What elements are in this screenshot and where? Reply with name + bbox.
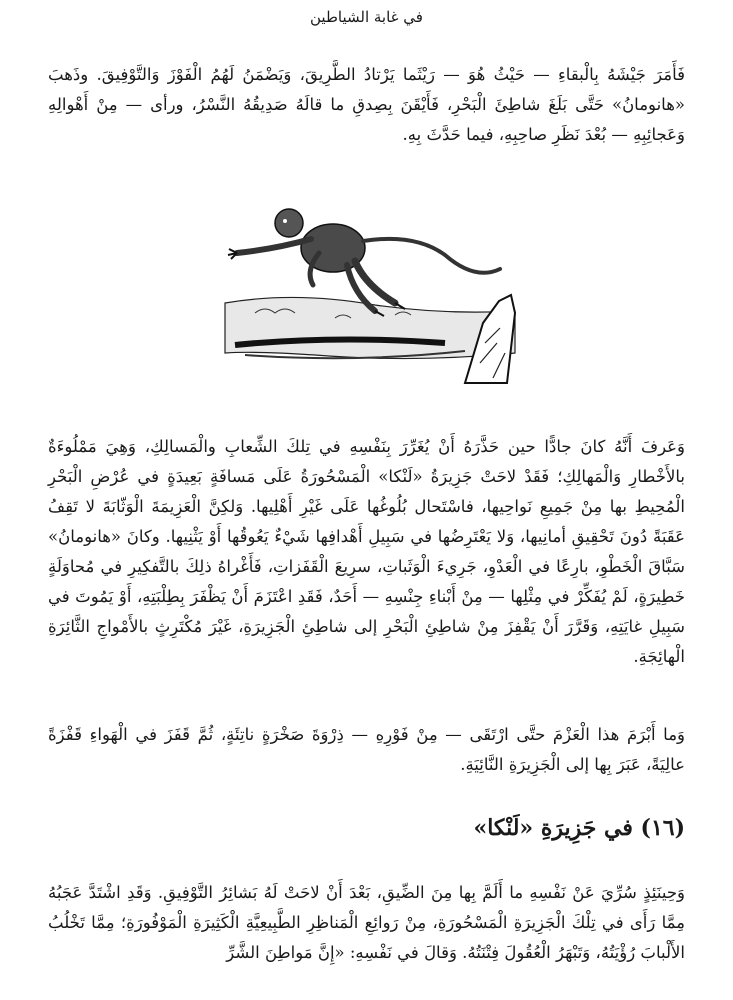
paragraph-4: وَحِينَئِذٍ سُرِّيَ عَنْ نَفْسِهِ ما أَلَمَّ بِها مِنَ الضِّيقِ، بَعْدَ أَنْ لاحَتْ لَهُ بَشائِرُ التَّوْفِيقِ. وَقَدِ اشْتَدَّ عَجَبُهُ مِمَّا رَأَى في تِلْكَ الْجَزِيرَةِ الْمَسْحُورَةِ، مِنْ رَوائِعِ الْمَناظِرِ الطَّبِيعِيَّةِ الْكَثِيرَةِ الْمَوْفُورَةِ؛ مِمَّا تَخْلُبُ الأَلْبابَ رُؤْيَتُهُ، وَتَبْهَرُ الْعُقُولَ فِتْنَتُهُ. وَقالَ في نَفْسِهِ: «إِنَّ مَواطِنَ الشَّرِّ bbox=[48, 883, 685, 962]
monkey-leaping-illustration bbox=[215, 193, 525, 393]
running-head: في غابة الشياطين bbox=[310, 8, 423, 26]
section-heading: (١٦) في جَزِيرَةِ «لَنْكا» bbox=[473, 815, 685, 841]
paragraph-3: وَما أَبْرَمَ هذا الْعَزْمَ حتَّى ارْتَقَى — مِنْ فَوْرِهِ — ذِرْوَةَ صَخْرَةٍ ناتِئَةٍ، ثُمَّ قَفَزَ في الْهَواءِ قَفْزَةً عالِيَةً، عَبَرَ بِها إلى الْجَزِيرَةِ النَّائِيَةِ. bbox=[48, 725, 685, 774]
paragraph-1: فَأَمَرَ جَيْشَهُ بِالْبقاءِ — حَيْثُ هُوَ — رَيْثَما يَرْتادُ الطَّرِيقَ، وَيَضْمَنُ لَهُمُ الْفَوْزَ وَالتَّوْفِيقَ. وذَهبَ «هانومانُ» حَتَّى بَلَغَ شاطِئَ الْبَحْرِ، فَأَيْقَنَ بِصِدقِ ما قالَهُ صَدِيقُهُ النَّسْرُ، ورأى — مِنْ أَهْوالِهِ وَعَجائِبِهِ — بُعْدَ نَظَرِ صاحِبِهِ، فيما حَدَّثَ بِهِ. bbox=[48, 65, 685, 144]
paragraph-2: وَعَرفَ أَنَّهُ كانَ جادًّا حين حَذَّرَهُ أَنْ يُغَرِّرَ بِنَفْسِهِ في تِلكَ الشِّعابِ والْمَسالِكِ، وَهِيَ مَمْلُوءَةٌ بالأَخْطارِ وَالْمَهالِكِ؛ فَقَدْ لاحَتْ جَزِيرَةُ «لَنْكا» الْمَسْحُورَةُ عَلَى مَسافَةٍ بَعِيدَةٍ في عُرْضِ الْبَحْرِ الْمُحِيطِ بها مِنْ جَمِيعِ نَواحِيها، فاسْتَحال بُلُوغُها عَلَى غَيْرِ أَهْلِيها. وَلكِنَّ الْعَزِيمَةَ الْوَثّابَةَ لا تَقِفُ عَقَبَةً دُونَ تَحْقِيقِ أمانِيها، وَلا يَعْتَرِضُها في سَبِيلِ أَهْدافِها شَيْءٌ يَعُوقُها أَوْ يَثْنِيها. وكانَ «هانومانُ» سَبَّاقَ الْخَطْوِ، بارِعًا في الْعَدْوِ، جَرِيءَ الْوَثَباتِ، سرِيعَ الْقَفَزاتِ، فَأَغْراهُ ذلِكَ بالتَّفكِيرِ في مُحاوَلَةٍ خَطِيرَةٍ، لَمْ يُفَكِّرْ في مِثْلِها — مِنْ أَبْناءِ جِنْسِهِ — أَحَدٌ، فَقَدِ اعْتَزَمَ أَنْ يَظْفَرَ بِطِلْبَتِهِ، أَوْ يَمُوتَ في سَبِيلِ غايَتِهِ، وَقَرَّرَ أَنْ يَقْفِزَ مِنْ شاطِئِ الْبَحْرِ إلى شاطِئِ الْجَزِيرَةِ، غَيْرَ مُكْتَرِثٍ بالأَمْواجِ الثَّائِرَةِ الْهائِجَةِ. bbox=[48, 437, 685, 666]
